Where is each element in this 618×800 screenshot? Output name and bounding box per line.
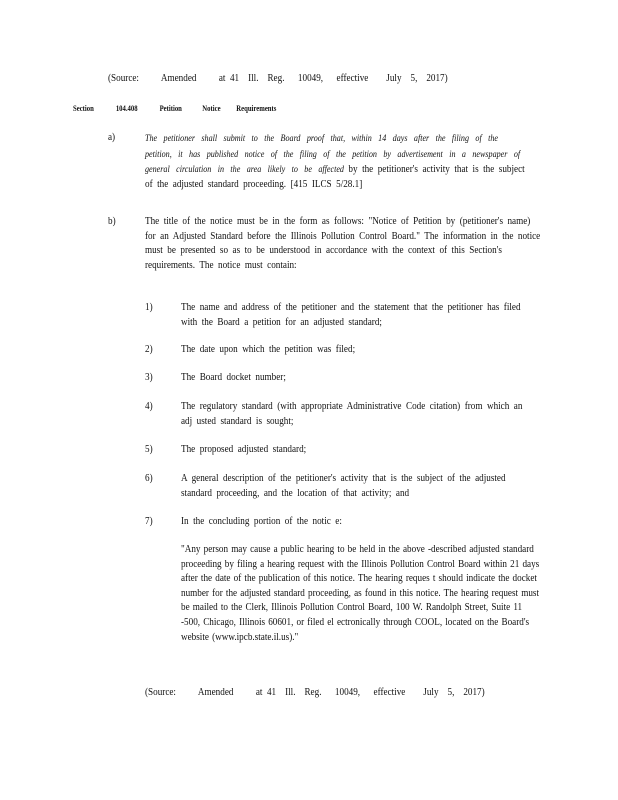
notice-quote: "Any person may cause a public hearing to be held in the above -described adjusted standard proceeding by filing a hearing request with the Illinois Pollution Control Board within 21 days after the date of the publication of this notice. The hearing reques t should indicate the docket number for the adjusted standard proceeding, as found in this notice. The hearing request must be mailed to the Clerk, Illinois Pollution Control Board, 100 W. Randolph Street, Suite 11 -500, Chicago, Illinois 60601, or filed el ectronically through COOL, located on the Board's website (www.ipcb.state.il.us)." (181, 544, 540, 643)
subitem-7-text: In the concluding portion of the notic e: (181, 516, 342, 527)
subitem-5-text: The proposed adjusted standard; (181, 444, 307, 455)
subitem-3-label: 3) (145, 372, 153, 383)
subitem-5-label: 5) (145, 444, 153, 455)
item-a-plain-text: by the petitioner's activity that is the subject of the adjusted standard proceeding. [415 ILCS 5/28.1] (145, 164, 525, 190)
item-a-text (145, 131, 529, 192)
item-b-label: b) (108, 216, 116, 227)
item-a-statutory-text: The petitioner shall submit to the Board proof that, within 14 days after the filing of the petition, it has published notice of the filing of the petition by advertisement in a newspaper of general circulation in the area likely to be affected (145, 133, 521, 175)
item-a-label: a) (108, 132, 116, 143)
subitem-6-label: 6) (145, 473, 153, 484)
subitem-2-text: The date upon which the petition was filed; (181, 344, 356, 355)
subitem-4-label: 4) (145, 401, 153, 412)
subitem-7-label: 7) (145, 516, 153, 527)
source-note-top: (Source: Amended at 41 Ill. Reg. 10049, effective July 5, 2017) (108, 73, 448, 84)
subitem-1-text: The name and address of the petitioner and the statement that the petitioner has filed with the Board a petition for an adjusted standard; (181, 302, 521, 328)
subitem-2-label: 2) (145, 344, 153, 355)
subitem-6-text: A general description of the petitioner's activity that is the subject of the adjusted standard proceeding, and the location of that activity; and (181, 473, 506, 499)
section-title-word-2: Notice (202, 103, 221, 113)
section-title-word-3: Requirements (236, 103, 277, 113)
item-b-text: The title of the notice must be in the form as follows: "Notice of Petition by (petitioner's name) for an Adjusted Standard before the Illinois Pollution Control Board." The information in the notice must be presented so as to be understood in accordance with the context of this Section's requirements. The notice must contain: (145, 216, 541, 271)
section-heading (73, 101, 276, 115)
subitem-1-label: 1) (145, 302, 153, 313)
source-note-bottom: (Source: Amended at 41 Ill. Reg. 10049, effective July 5, 2017) (145, 687, 485, 698)
subitem-4-text: The regulatory standard (with appropriate Administrative Code citation) from which an adj usted standard is sought; (181, 401, 523, 427)
section-number: 104.408 (115, 103, 138, 113)
section-label: Section (73, 103, 94, 113)
subitem-3-text: The Board docket number; (181, 372, 286, 383)
section-title-word-1: Petition (159, 103, 182, 113)
